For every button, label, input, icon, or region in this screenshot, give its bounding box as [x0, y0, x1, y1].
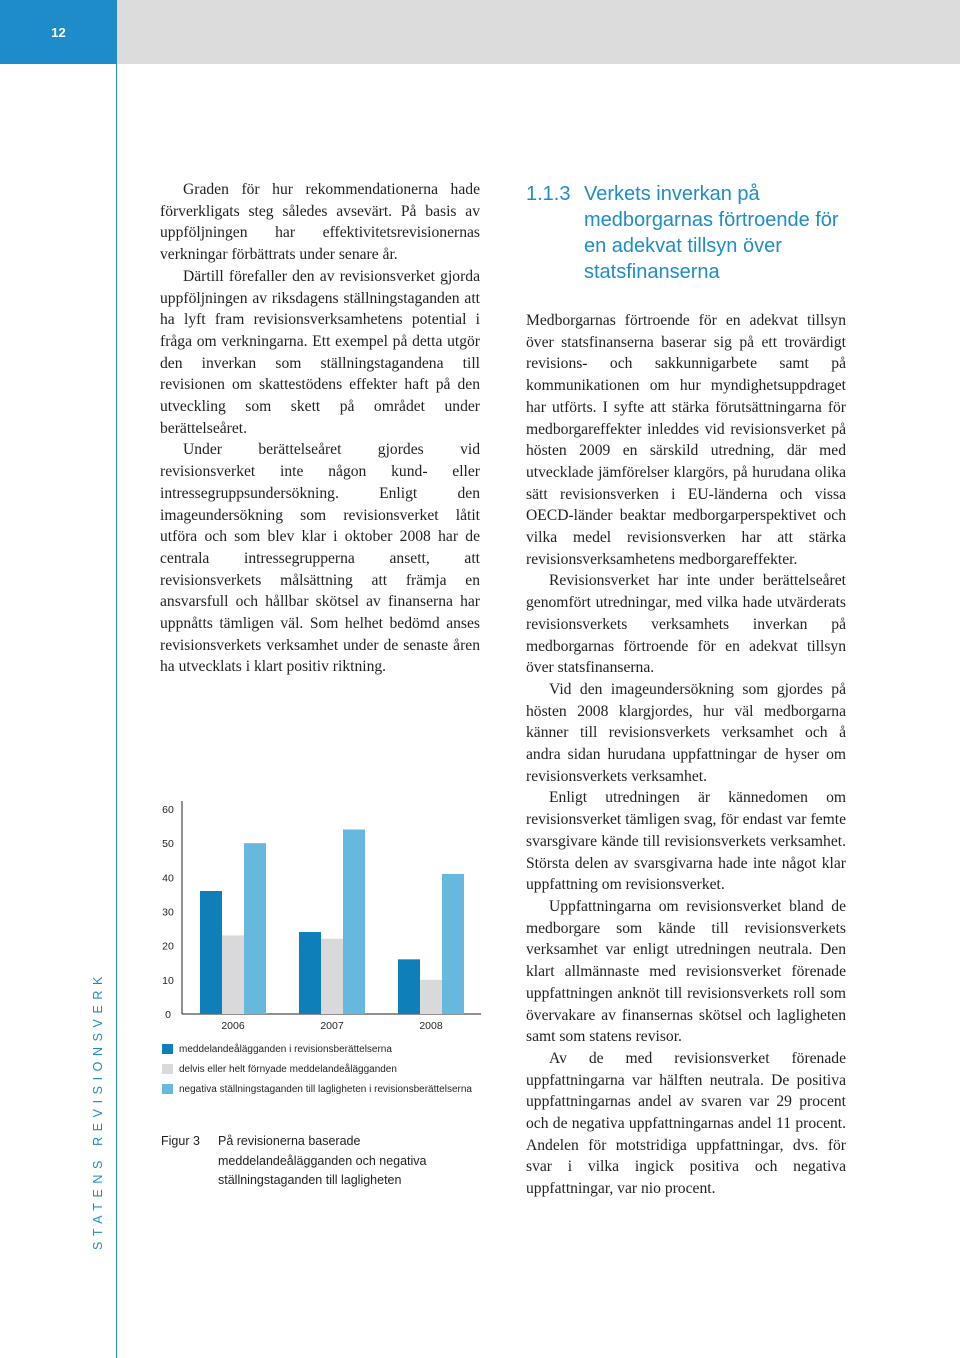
figure-caption-text: På revisionerna baserade meddelandeålägganden och negativa ställningstaganden till lagligheten	[218, 1134, 427, 1187]
bar-2008-series-2	[442, 874, 464, 1014]
bar-2006-series-0	[200, 891, 222, 1014]
y-tick-label: 50	[162, 838, 174, 851]
paragraph: Vid den imageundersökning som gjordes på hösten 2008 klargjordes, hur väl medborgarna känner till revisionsverkets verksamhet och å andra sidan hurudana uppfattningar de hyser om revisionsverkets verksamhet.	[526, 680, 846, 785]
bar-2007-series-0	[299, 932, 321, 1014]
bar-2007-series-2	[343, 830, 365, 1015]
left-column	[160, 179, 480, 678]
bar-chart	[150, 795, 490, 1040]
paragraph: Uppfattningarna om revisionsverket bland de medborgare som kände till revisionsverkets verksamhet var enligt utredningen neutrala. Den klart allmännaste med revisionsverket förenade uppfattningen anknöt till revisionsverkets roll som övervakare av finansernas skötsel och lagligheten samt som statens revisor.	[526, 897, 846, 1046]
bar-2007-series-1	[321, 939, 343, 1014]
paragraph: Under berättelseåret gjordes vid revisionsverket inte någon kund- eller intressegruppsundersökning. Enligt den imageundersökning som revisionsverket låtit utföra och som blev klar i oktober 2008 har de centrala intressegrupperna ansett, att revisionsverkets målsättning att främja en ansvarsfull och hållbar skötsel av finanserna har uppnåtts tämligen väl. Som helhet bedömd anses revisionsverkets verksamhet under de senaste åren ha utvecklats i klart positiv riktning.	[160, 441, 480, 676]
legend-label: delvis eller helt förnyade meddelandeålägganden	[179, 1064, 397, 1075]
y-tick-label: 40	[162, 872, 174, 885]
legend-label: meddelandeålägganden i revisionsberättelserna	[179, 1044, 392, 1055]
right-column	[526, 310, 846, 1200]
paragraph: Enligt utredningen är kännedomen om revisionsverket tämligen svag, för endast var femte svarsgivare kände till revisionsverkets verksamhet. Största delen av svarsgivarna hade inte något klar uppfattning om revisionsverket.	[526, 789, 846, 894]
x-tick-label: 2006	[221, 1020, 245, 1032]
paragraph: Därtill förefaller den av revisionsverket gjorda uppföljningen av riksdagens ställningstaganden att ha lyft fram revisionsverksamhetens potential i fråga om verkningarna. Ett exempel på detta utgör den inverkan som ställningstagandena till revisionen om skattestödens effekter haft på den utveckling som skett på området under berättelseåret.	[160, 267, 480, 437]
section-title: Verkets inverkan på medborgarnas förtroende för en adekvat tillsyn över statsfinanserna	[584, 183, 839, 283]
y-tick-label: 10	[162, 974, 174, 987]
x-tick-label: 2008	[419, 1020, 443, 1032]
y-tick-label: 30	[162, 906, 174, 919]
paragraph: Medborgarnas förtroende för en adekvat tillsyn över statsfinanserna baserar sig på ett trovärdigt revisions- och sakkunnigarbete samt på kommunikationen om hur myndighetsuppdraget har utförts. I syfte att stärka förutsättningarna för medborgareffekter inleddes vid revisionsverket på hösten 2009 en särskild utredning, där med utvecklade jämförelser klargörs, på hurudana olika sätt revisionsverken i EU-länderna och vissa OECD-länder beaktar medborgarperspektivet och vilka medel revisionsverken har att stärka revisionsverksamhetens medborgareffekter.	[526, 312, 846, 568]
legend-swatch-0	[162, 1044, 173, 1054]
bar-2008-series-0	[398, 959, 420, 1014]
paragraph: Revisionsverket har inte under berättelseåret genomfört utredningar, med vilka hade utvärderats revisionsverkets verksamhets inverkan på medborgarnas förtroende för en adekvat tillsyn över statsfinanserna.	[526, 572, 846, 677]
legend-swatch-2	[162, 1084, 173, 1094]
page-number: 12	[0, 0, 117, 64]
paragraph: Graden för hur rekommendationerna hade förverkligats steg således avsevärt. På basis av uppföljningen har effektivitetsrevisionernas verkningar förbättrats under senare år.	[160, 181, 480, 264]
publisher-label: STATENS REVISIONSVERK	[91, 971, 105, 1250]
sidebar-divider	[116, 64, 117, 1358]
bar-2008-series-1	[420, 980, 442, 1014]
header-band	[0, 0, 960, 64]
y-tick-label: 20	[162, 940, 174, 953]
x-tick-label: 2007	[320, 1020, 344, 1032]
bar-2006-series-2	[244, 843, 266, 1014]
y-tick-label: 0	[165, 1009, 171, 1021]
section-number: 1.1.3	[526, 183, 571, 205]
y-tick-label: 60	[162, 804, 174, 816]
paragraph: Av de med revisionsverket förenade uppfattningarna var hälften neutrala. De positiva uppfattningarnas andel av svaren var 29 procent och de negativa uppfattningarnas andel 11 procent. Andelen för motstridiga uppfattningar, dvs. för svar i vilka ingick positiva och negativa uppfattningar, var nio procent.	[526, 1049, 846, 1198]
legend-swatch-1	[162, 1064, 173, 1074]
bar-2006-series-1	[222, 935, 244, 1014]
legend-label: negativa ställningstaganden till lagligheten i revisionsberättelserna	[179, 1084, 472, 1095]
figure-label: Figur 3	[161, 1134, 200, 1148]
